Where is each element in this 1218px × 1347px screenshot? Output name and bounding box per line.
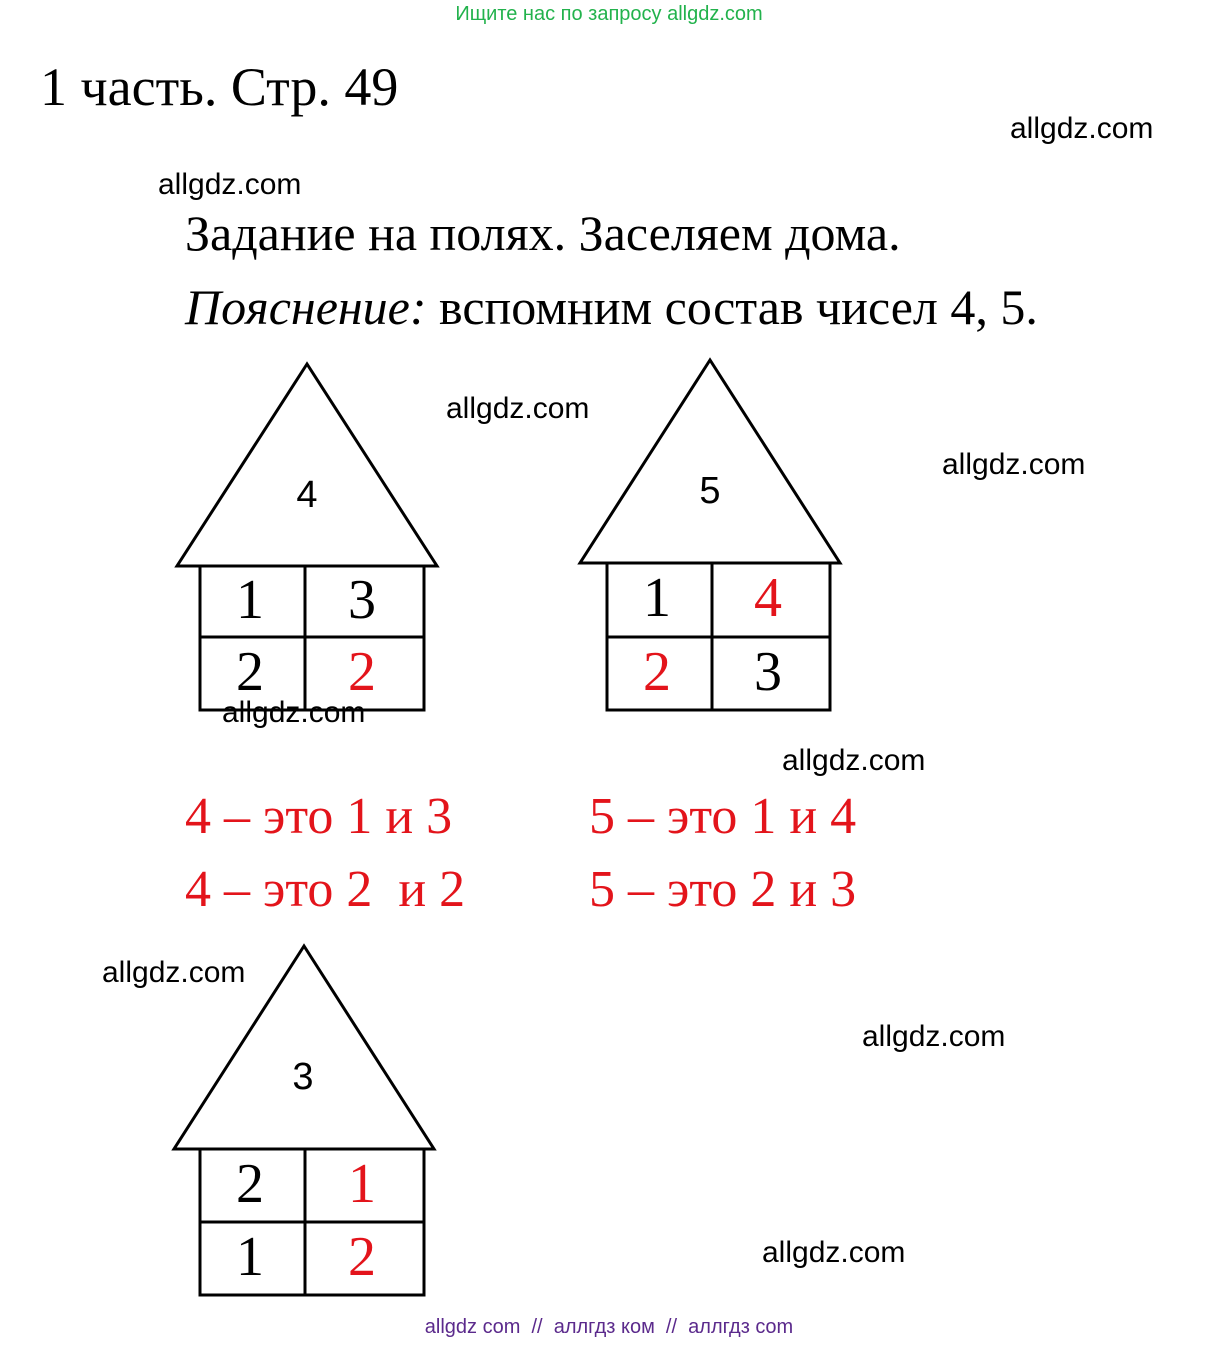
footer-links: allgdz com // аллгдз ком // аллгдз com	[424, 1316, 794, 1338]
roof-number: 4	[296, 474, 318, 516]
roof-number: 3	[292, 1056, 314, 1098]
cell-top-left: 1	[236, 569, 264, 631]
cell-bottom-right: 3	[754, 641, 782, 703]
watermark: allgdz.com	[222, 696, 366, 729]
cell-top-left: 1	[643, 567, 671, 629]
task-title: Задание на полях. Заселяем дома.	[185, 205, 901, 261]
explanation-label: Пояснение:	[185, 279, 427, 335]
cell-top-left: 2	[236, 1153, 264, 1215]
cell-top-right: 1	[348, 1153, 376, 1215]
house-5	[580, 360, 842, 712]
explanation	[185, 278, 1038, 336]
fact-five-2: 5 – это 2 и 3	[589, 861, 857, 918]
cell-bottom-left: 1	[236, 1226, 264, 1288]
fact-four-2: 4 – это 2 и 2	[185, 861, 466, 918]
roof-number: 5	[699, 470, 721, 512]
watermark: allgdz.com	[158, 168, 302, 201]
cell-bottom-left: 2	[643, 641, 671, 703]
explanation-text: вспомним состав чисел 4, 5.	[426, 279, 1038, 335]
watermark: allgdz.com	[862, 1020, 1006, 1053]
watermark: allgdz.com	[942, 448, 1086, 481]
top-banner: Ищите нас по запросу allgdz.com	[455, 3, 763, 25]
fact-five-1: 5 – это 1 и 4	[589, 788, 857, 845]
cell-bottom-right: 2	[348, 1226, 376, 1288]
watermark: allgdz.com	[782, 744, 926, 777]
cell-top-right: 4	[754, 567, 782, 629]
watermark: allgdz.com	[102, 956, 246, 989]
cell-bottom-left: 2	[236, 641, 264, 703]
cell-top-right: 3	[348, 569, 376, 631]
page-title: 1 часть. Стр. 49	[40, 57, 399, 117]
house-3	[174, 946, 436, 1298]
watermark: allgdz.com	[1010, 112, 1154, 145]
watermark: allgdz.com	[762, 1236, 906, 1269]
watermark: allgdz.com	[446, 392, 590, 425]
house-4	[177, 364, 437, 714]
fact-four-1: 4 – это 1 и 3	[185, 788, 453, 845]
cell-bottom-right: 2	[348, 641, 376, 703]
